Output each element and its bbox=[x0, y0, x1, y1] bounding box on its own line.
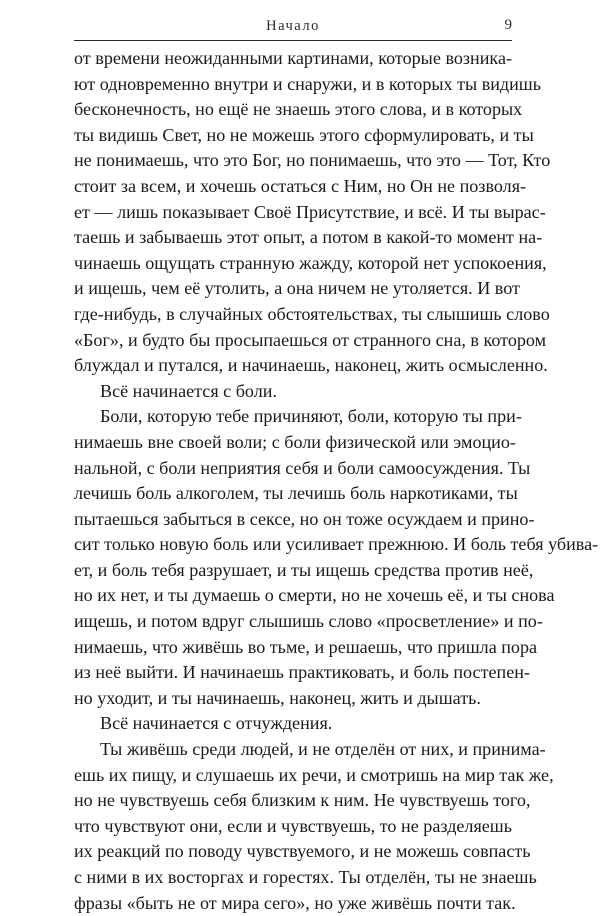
text-line: где-нибудь, в случайных обстоятельствах, ты слышишь слово bbox=[74, 303, 550, 324]
text-line: ешь их пищу, и слушаешь их речи, и смотришь на мир так же, bbox=[74, 764, 554, 785]
text-line: Боли, которую тебе причиняют, боли, которую ты при- bbox=[100, 406, 522, 427]
chapter-title: Начало bbox=[266, 18, 320, 34]
text-line: из неё выйти. И начинаешь практиковать, и боль постепен- bbox=[74, 662, 530, 683]
body-text bbox=[74, 46, 599, 916]
paragraph-heading-line: Всё начинается с боли. bbox=[100, 380, 277, 401]
text-line: Ты живёшь среди людей, и не отделён от них, и принима- bbox=[100, 739, 546, 760]
text-line: не понимаешь, что это Бог, но понимаешь, что это — Тот, Кто bbox=[74, 150, 551, 171]
text-line: и ищешь, чем её утолить, а она ничем не утоляется. И вот bbox=[74, 278, 520, 299]
running-header bbox=[74, 14, 512, 41]
text-line: ет, и боль тебя разрушает, и ты ищешь средства против неё, bbox=[74, 559, 534, 580]
text-line: ищешь, и потом вдруг слышишь слово «просветление» и по- bbox=[74, 611, 543, 632]
text-line: от времени неожиданными картинами, которые возника- bbox=[74, 48, 512, 68]
text-line: но уходит, и ты начинаешь, наконец, жить и дышать. bbox=[74, 687, 481, 708]
text-line: бесконечность, но ещё не знаешь этого слова, и в которых bbox=[74, 99, 523, 120]
text-line: с ними в их восторгах и горестях. Ты отделён, ты не знаешь bbox=[74, 867, 537, 887]
text-line: ет — лишь показывает Своё Присутствие, и всё. И ты вырас- bbox=[74, 201, 546, 222]
text-line: нимаешь вне своей воли; с боли физической или эмоцио- bbox=[74, 431, 516, 452]
text-line: фразы «быть не от мира сего», но уже живёшь почти так. bbox=[74, 892, 516, 913]
text-line: но их нет, и ты думаешь о смерти, но не хочешь её, и ты снова bbox=[74, 585, 555, 606]
paragraph-heading-line: Всё начинается с отчуждения. bbox=[100, 713, 333, 734]
text-line: «Бог», и будто бы просыпаешься от странного сна, в котором bbox=[74, 329, 547, 350]
text-line: ты видишь Свет, но не можешь этого сформулировать, и ты bbox=[74, 124, 534, 145]
page-number: 9 bbox=[504, 17, 512, 33]
text-line: пытаешься забыться в сексе, но он тоже осуждаем и прино- bbox=[74, 508, 535, 529]
text-line: стоит за всем, и хочешь остаться с Ним, но Он не позволя- bbox=[74, 175, 527, 196]
text-line: таешь и забываешь этот опыт, а потом в какой-то момент на- bbox=[74, 227, 543, 248]
text-line: сит только новую боль или усиливает прежнюю. И боль тебя убива- bbox=[74, 534, 599, 555]
text-line: чинаешь ощущать странную жажду, которой нет успокоения, bbox=[74, 252, 547, 273]
text-line: что чувствуют они, если и чувствуешь, то не разделяешь bbox=[74, 815, 512, 836]
text-line: блуждал и путался, и начинаешь, наконец, жить осмысленно. bbox=[74, 355, 548, 376]
text-line: нимаешь, что живёшь во тьме, и решаешь, что пришла пора bbox=[74, 636, 538, 657]
text-line: нальной, с боли неприятия себя и боли самоосуждения. Ты bbox=[74, 457, 531, 478]
text-line: но не чувствуешь себя близким к ним. Не чувствуешь того, bbox=[74, 790, 531, 811]
text-line: их реакций по поводу чувствуемого, и не можешь совпасть bbox=[74, 841, 531, 862]
text-line: ют одновременно внутри и снаружи, и в которых ты видишь bbox=[74, 73, 541, 94]
text-line: лечишь боль алкоголем, ты лечишь боль наркотиками, ты bbox=[74, 483, 518, 504]
